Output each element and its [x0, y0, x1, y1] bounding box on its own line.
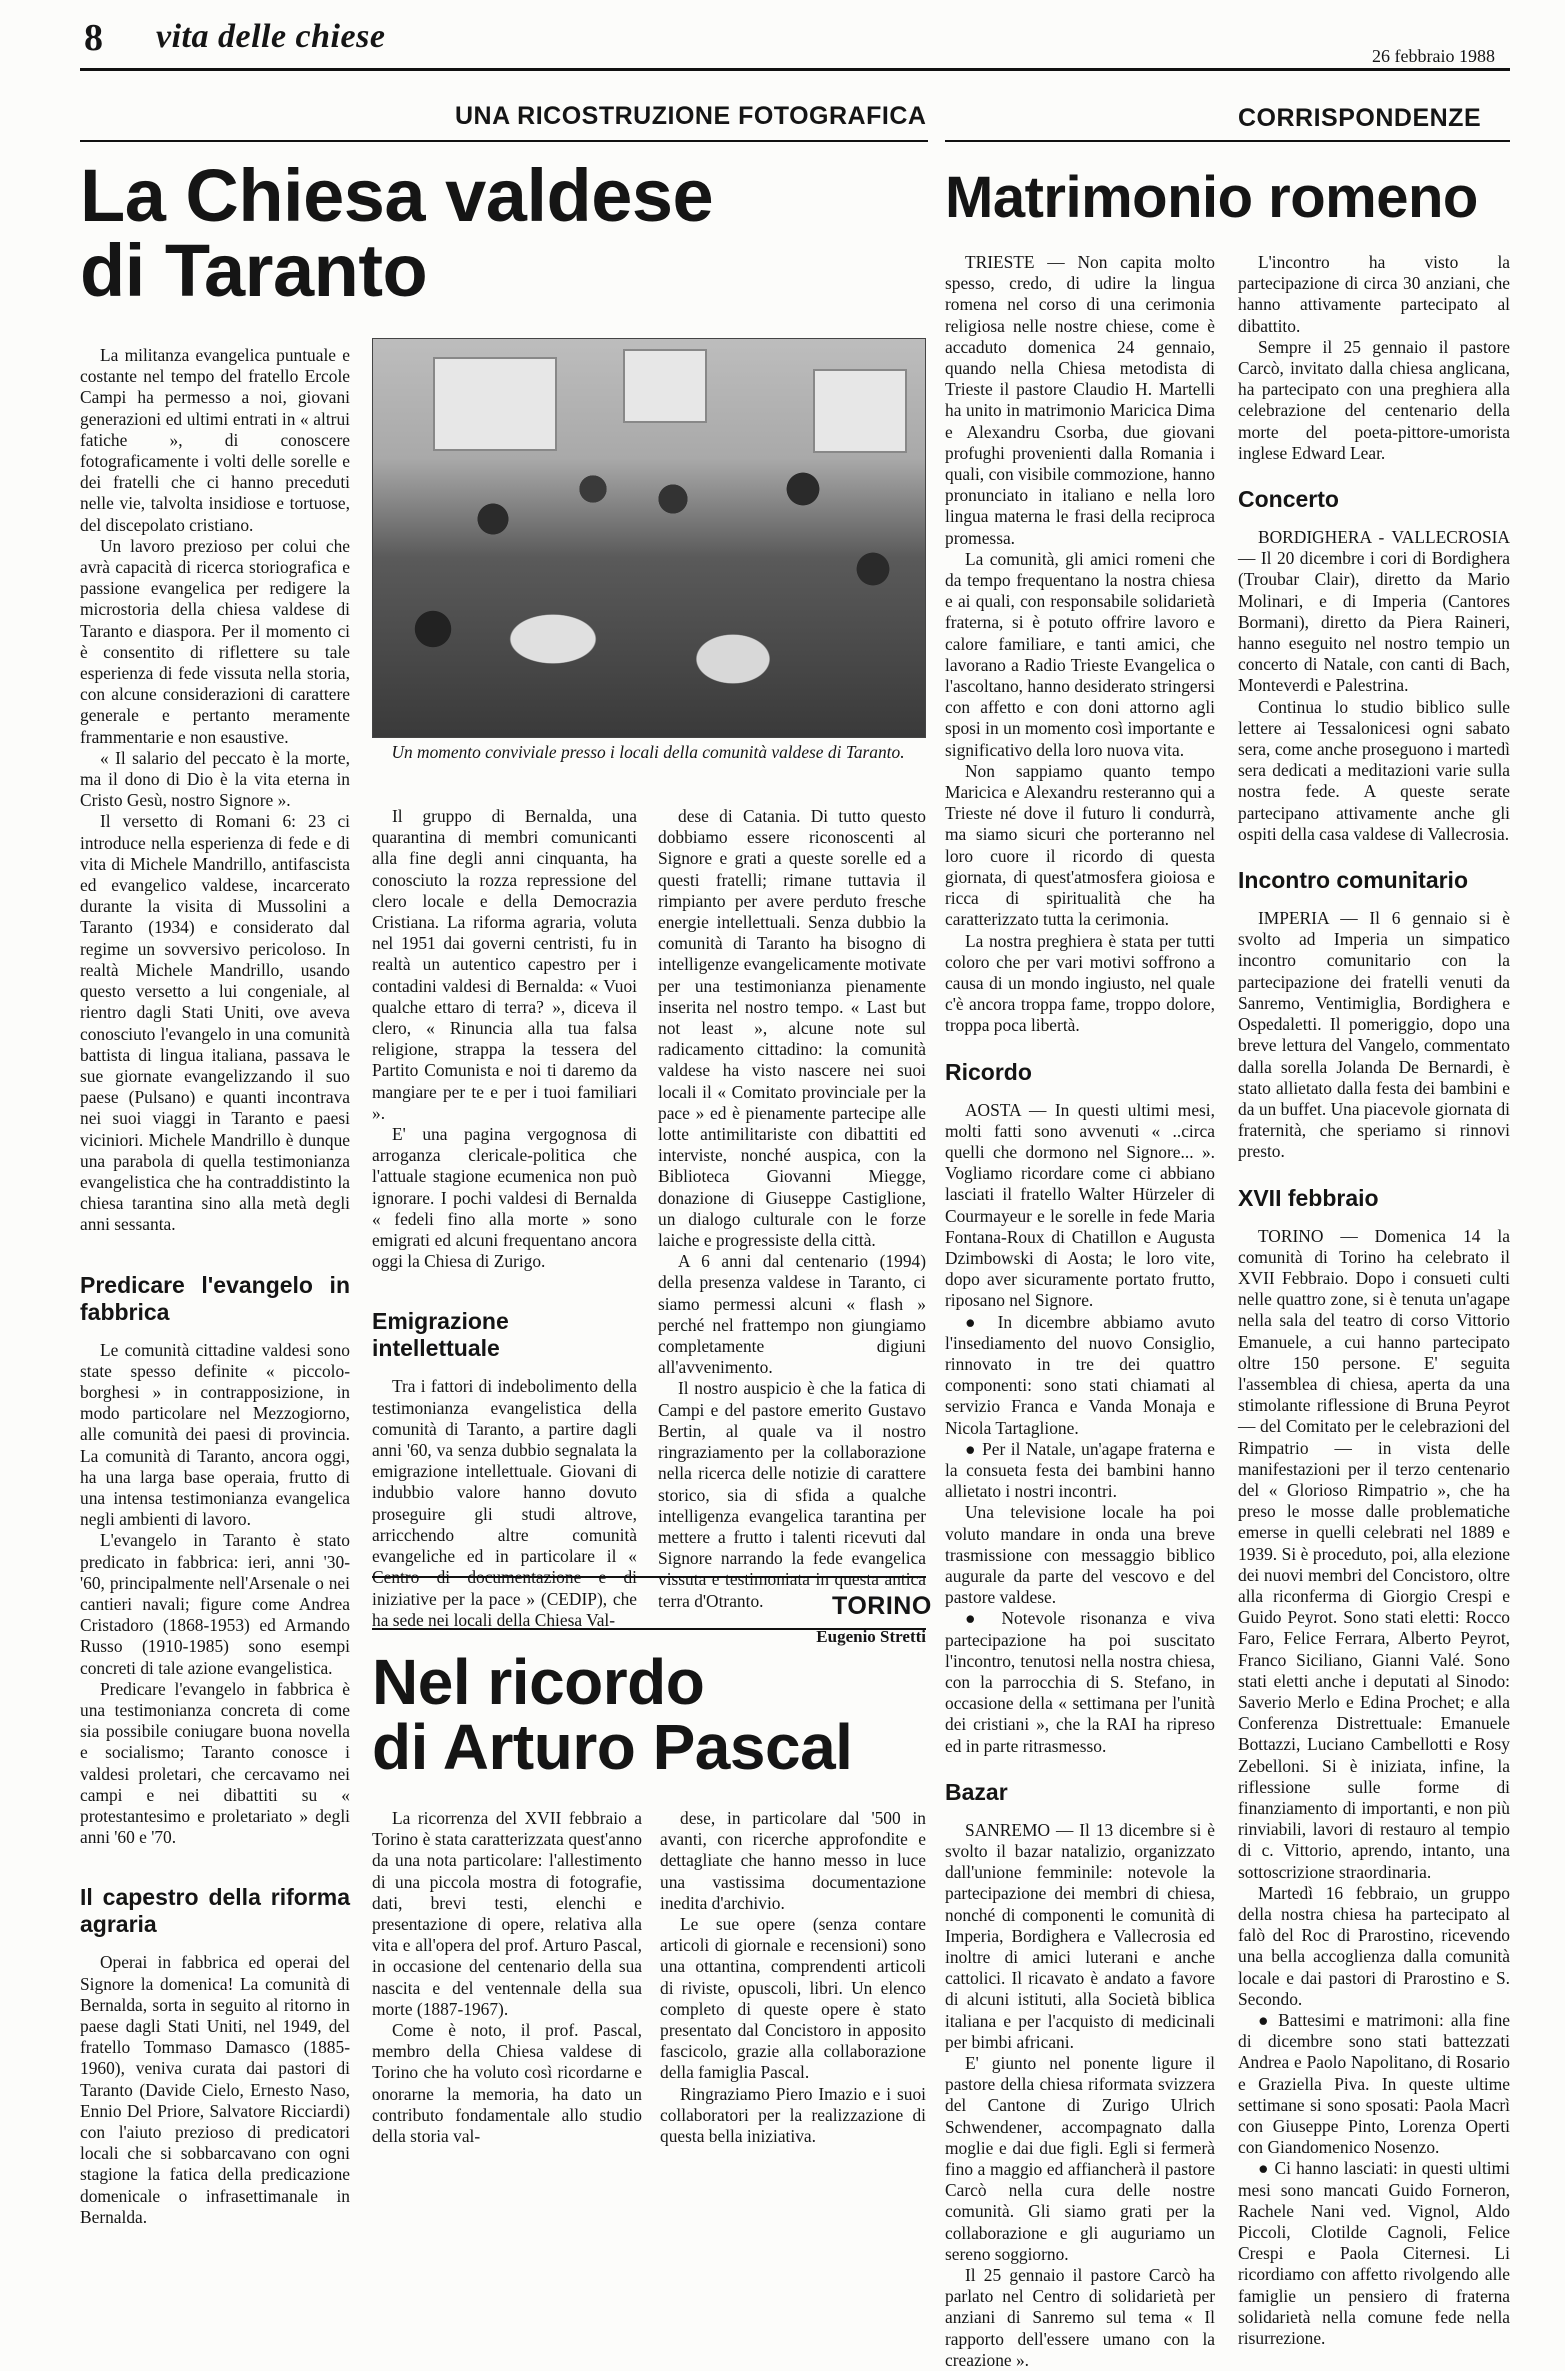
subhead-concerto: Concerto: [1238, 486, 1339, 513]
paragraph: ● Notevole risonanza e viva partecipazione ha poi suscitato l'incontro, tenutosi nella nostra chiesa, con la parrocchia di S. Stefano, in occasione della « settimana per l'unità dei cristiani », che la RAI ha ripreso ed in parte ritrasmesso.: [945, 1608, 1215, 1756]
issue-date: 26 febbraio 1988: [1372, 46, 1495, 66]
paragraph: Continua lo studio biblico sulle lettere ai Tessalonicesi ogni sabato sera, come anche proseguono i martedì sera dedicati a meditazioni varie sulla nostra fede. A queste serate partecipano attivamente anche gli ospiti della casa valdese di Vallecrosia.: [1238, 696, 1510, 844]
paragraph: Sempre il 25 gennaio il pastore Carcò, invitato dalla chiesa anglicana, ha partecipato con una preghiera alla celebrazione del centenario della morte del poeta-pittore-umorista inglese Edward Lear.: [1238, 336, 1510, 463]
paragraph: Il versetto di Romani 6: 23 ci introduce nella esperienza di fede e di vita di Michele Mandrillo, antifascista ed evangelico valdese, incarcerato durante la visita di Mussolini a Taranto (1934) e considerato dal regime un sovversivo pericoloso. In realtà Michele Mandrillo, usando questo versetto a lui congeniale, al rientro dagli Stati Uniti, ove aveva conosciuto l'evangelo in una comunità battista di lingua italiana, passava le sue giornate evangelizzando il suo paese (Pulsano) e quanti incontrava nei suoi viaggi in Taranto e paesi viciniori. Michele Mandrillo è dunque una parabola di quella testimonianza evangelistica che ha contraddistinto la chiesa tarantina sino alla metà degli anni sessanta.: [80, 811, 350, 1235]
torino-title-line-1: Nel ricordo: [372, 1646, 705, 1718]
page-header: [0, 0, 1565, 70]
torino-title: [372, 1646, 853, 1784]
torino-title-line-2: di Arturo Pascal: [372, 1711, 853, 1784]
photo-caption: Un momento conviviale presso i locali della comunità valdese di Taranto.: [391, 742, 905, 762]
paragraph: Martedì 16 febbraio, un gruppo della nostra chiesa ha partecipato al falò del Roc di Prarostino, ricevendo una bella accoglienza dalla comunità locale e dai pastori di Prarostino e S. Secondo.: [1238, 1882, 1510, 2009]
kicker-ricostruzione: UNA RICOSTRUZIONE FOTOGRAFICA: [455, 102, 927, 130]
masthead: vita delle chiese: [156, 18, 386, 55]
title-line-2: di Taranto: [80, 229, 428, 313]
paragraph: dese, in particolare dal '500 in avanti, con ricerche approfondite e dettagliate che hanno messo in luce una vastissima documentazione inedita d'archivio.: [660, 1808, 926, 1913]
paragraph: TRIESTE — Non capita molto spesso, credo, di udire la lingua romena nel corso di una cerimonia religiosa nelle nostre chiese, come è accaduto domenica 24 gennaio, quando nella Chiesa metodista di Trieste il pastore Claudio H. Martelli ha unito in matrimonio Maricica Dima e Alexandru Csorba, due giovani profughi provenienti dalla Romania i quali, con visibile commozione, hanno pronunciato in italiano e nella loro lingua materna le frasi della reciproca promessa.: [945, 252, 1215, 548]
paragraph: Tra i fattori di indebolimento della testimonianza evangelistica della comunità di Taranto, a partire dagli anni '60, va senza dubbio segnalata la emigrazione intellettuale. Giovani di indubbio valore hanno dovuto proseguire gli studi altrove, arricchendo altre comunità evangeliche ed in particolare il « Centro di documentazione e di iniziative per la pace » (CEDIP), che ha sede nei locali della Chiesa Val-: [372, 1376, 637, 1630]
paragraph: « Il salario del peccato è la morte, ma il dono di Dio è la vita eterna in Cristo Gesù, nostro Signore ».: [80, 747, 350, 811]
paragraph: L'evangelo in Taranto è stato predicato in fabbrica: ieri, anni '30-'60, principalmente nell'Arsenale o nei cantieri navali; figure come Andrea Cristadoro (1868-1953) ed Armando Russo (1910-1985) sono esempi concreti di tale azione evangelistica.: [80, 1530, 350, 1678]
paragraph: Il gruppo di Bernalda, una quarantina di membri comunicanti alla fine degli anni cinquanta, ha conosciuto la rozza repressione del clero locale e della Democrazia Cristiana. La riforma agraria, voluta nel 1951 dai governi centristi, fu in realtà un autentico capestro per i contadini valdesi di Bernalda: « Vuoi qualche ettaro di terra? », diceva il clero, « Rinuncia alla tua falsa religione, strappa la tessera del Partito Comunista e noi ti daremo da mangiare per te e per i tuoi familiari ».: [372, 806, 637, 1123]
paragraph: Non sappiamo quanto tempo Maricica e Alexandru resteranno qui a Trieste né dove il futuro li condurrà, ma siamo sicuri che porteranno nel loro cuore il ricordo di questa giornata, di quest'atmosfera gioiosa e ricca di spiritualità che ha caratterizzato tutta la cerimonia.: [945, 760, 1215, 930]
paragraph: TORINO — Domenica 14 la comunità di Torino ha celebrato il XVII Febbraio. Dopo i consueti culti nelle quattro zone, si è tenuta un'agape nella sala del teatro di corso Vittorio Emanuele, a cui hanno partecipato oltre 150 persone. E' seguita l'assemblea di chiesa, aperta da una stimolante riflessione di Bruna Peyrot — del Comitato per le celebrazioni del Rimpatrio — in vista delle manifestazioni per il terzo centenario del « Glorioso Rimpatrio », che ha preso le mosse dalle problematiche emerse in quelli celebrati nel 1889 e 1939. Si è proceduto, poi, alla elezione dei nuovi membri del Concistoro, oltre alla riconferma di Giorgio Crespi e Guido Peyrot. Sono stati eletti: Rocco Faro, Felice Ferrara, Alberto Peyrot, Franco Siciliano, Gianni Valé. Sono stati eletti anche i deputati al Sinodo: Saverio Merlo e Edina Prochet; e alla Conferenza Distrettuale: Emanuele Bottazzi, Luciano Cambellotti e Rosy Zebelloni. Si è iniziata, infine, la riflessione sulle forme di finanziamento di importanti, e non più rinviabili, lavori di restauro al tempio di c. Vittorio, aprendo, intanto, una sottoscrizione straordinaria.: [1238, 1225, 1510, 1882]
paragraph: ● In dicembre abbiamo avuto l'insediamento del nuovo Consiglio, rinnovato in tre dei quattro componenti: sono stati chiamati al servizio Franca e Vanda Monaja e Nicola Tartaglione.: [945, 1311, 1215, 1438]
left-column-1: [80, 345, 350, 2228]
torino-rule-2: [372, 1628, 926, 1630]
paragraph: La comunità, gli amici romeni che da tempo frequentano la nostra chiesa e ai quali, con responsabile solidarietà fraterna, si è potuto offrire lavoro e calore familiare, e tanti amici, che lavorano a Radio Trieste Evangelica o l'ascoltano, hanno desiderato stringersi con affetto e con doni attorno agli sposi in un momento così importante e significativo della loro nuova vita.: [945, 548, 1215, 760]
corrispondenze-rule: [945, 140, 1510, 142]
header-rule: [80, 68, 1510, 71]
paragraph: Un lavoro prezioso per colui che avrà capacità di ricerca storiografica e passione evangelica per redigere la microstoria della chiesa valdese di Taranto e diaspora. Per il momento ci è consentito di riflettere su tale esperienza di fede vissuta nella storia, con alcune considerazioni di carattere generale e pertanto meramente frammentarie e non esaustive.: [80, 535, 350, 747]
kicker-torino: TORINO: [832, 1592, 932, 1620]
paragraph: L'incontro ha visto la partecipazione di circa 30 anziani, che hanno attivamente partecipato al dibattito.: [1238, 252, 1510, 336]
paragraph: SANREMO — Il 13 dicembre si è svolto il bazar natalizio, organizzato dall'unione femminile: notevole la partecipazione dei membri di chiesa, nonché di componenti le comunità di Imperia, Bordighera e Vallecrosia ed inoltre di amici luterani e anche cattolici. Il ricavato è andato a favore di alcuni istituti, alla Società biblica italiana e per l'acquisto di medicinali per bimbi africani.: [945, 1819, 1215, 2052]
right-column-a: [945, 252, 1215, 2371]
torino-column-1: [372, 1808, 642, 2147]
paragraph: Il nostro auspicio è che la fatica di Campi e del pastore emerito Gustavo Bertin, al quale va il nostro ringraziamento per la collaborazione nella ricerca delle notizie di carattere storico, sia di sfida a qualche intelligenza evangelica tarantina per mettere a frutto i talenti ricevuti dal Signore narrando la fede evangelica vissuta e testimoniata in questa antica terra d'Otranto.: [658, 1378, 926, 1611]
subhead-ricordo: Ricordo: [945, 1058, 1032, 1085]
torino-column-2: [660, 1808, 926, 2147]
right-column-b: [1238, 252, 1510, 2349]
subhead-xvii-febbraio: XVII febbraio: [1238, 1184, 1379, 1211]
paragraph: AOSTA — In questi ultimi mesi, molti fatti sono avvenuti « ..circa quelli che dormono nel Signore... ». Vogliamo ricordare come ci abbiano lasciati il fratello Walter Hürzeler di Courmayeur e le sorelle in fede Maria Fontana-Roux di Chatillon e Augusta Dzimbowski di Aosta; le loro vite, dopo aver sicuramente portato frutto, riposano nel Signore.: [945, 1099, 1215, 1311]
paragraph: Le sue opere (senza contare articoli di giornale e recensioni) sono una ottantina, comprendenti articoli di riviste, opuscoli, libri. Un elenco completo di queste opere è stato presentato dal Concistoro in apposito fascicolo, grazie alla collaborazione della famiglia Pascal.: [660, 1914, 926, 2083]
paragraph: Una televisione locale ha poi voluto mandare in onda una breve trasmissione con messaggio biblico augurale da parte del vescovo e del pastore valdese.: [945, 1502, 1215, 1608]
article-title: [80, 154, 714, 313]
paragraph: La nostra preghiera è stata per tutti coloro che per vari motivi soffrono a causa di un mondo ingiusto, nel quale c'è ancora troppa fame, troppo dolore, troppa poca libertà.: [945, 930, 1215, 1036]
paragraph: E' giunto nel ponente ligure il pastore della chiesa riformata svizzera del Cantone di Zurigo Ulrich Schwendener, accompagnato dalla moglie e dai due figli. Egli si fermerà fino a maggio ed affiancherà il pastore Carcò nella cura delle nostre comunità. Gli siamo grati per la collaborazione e gli auguriamo un sereno soggiorno.: [945, 2053, 1215, 2264]
left-column-3: [658, 806, 926, 1647]
paragraph: La ricorrenza del XVII febbraio a Torino è stata caratterizzata quest'anno da una nota particolare: l'allestimento di una piccola mostra di fotografie, dati, brevi testi, elenchi e presentazione di opere, relativa alla vita e all'opera del prof. Arturo Pascal, in occasione del centenario della sua nascita e del ventennale della sua morte (1887-1967).: [372, 1808, 642, 2019]
subhead-capestro: Il capestro della riforma agraria: [80, 1884, 350, 1938]
paragraph: IMPERIA — Il 6 gennaio si è svolto ad Imperia un simpatico incontro comunitario con la partecipazione dei fratelli venuti da Sanremo, Ventimiglia, Bordighera e Ospedaletti. Il pomeriggio, dopo una breve lettura del Vangelo, commentato dalla sorella Jolanda De Bernardi, è stato allietato dalla festa dei bambini e da un buffet. Una piacevole giornata di fraternità, che speriamo si rinnovi presto.: [1238, 908, 1510, 1162]
paragraph: La militanza evangelica puntuale e costante nel tempo del fratello Ercole Campi ha permesso a noi, giovani generazioni ed ultimi entrati in « altrui fatiche », di conoscere fotograficamente i volti delle sorelle e dei fratelli che ci hanno preceduti nelle vie, talvolta insidiose e tortuose, del discepolato cristiano.: [80, 345, 350, 535]
paragraph: Il 25 gennaio il pastore Carcò ha parlato nel Centro di solidarietà per anziani di Sanremo sul tema « Il rapporto dell'essere umano con la creazione ».: [945, 2265, 1215, 2370]
paragraph: Operai in fabbrica ed operai del Signore la domenica! La comunità di Bernalda, sorta in seguito al ritorno in paese dagli Stati Uniti, nel 1949, del fratello Tommaso Damasco (1885-1960), veniva curata dai pastori di Taranto (Davide Cielo, Ernesto Naso, Ennio Del Priore, Salvatore Ricciardi) con l'aiuto prezioso di predicatori locali che si sobbarcavano con ogni stagione la fatica della predicazione domenicale o infrasettimanale in Bernalda.: [80, 1952, 350, 2227]
kicker-rule: [80, 140, 928, 142]
matrimonio-title: Matrimonio romeno: [945, 165, 1478, 230]
paragraph: Le comunità cittadine valdesi sono state spesso definite « piccolo-borghesi » in contrapposizione, in modo particolare nel Mezzogiorno, alle comunità dei paesi di provincia. La comunità di Taranto, ancora oggi, ha una larga base operaia, frutto di una intensa testimonianza evangelica negli ambienti di lavoro.: [80, 1339, 350, 1530]
kicker-corrispondenze: CORRISPONDENZE: [1238, 104, 1482, 132]
article-photo: [372, 338, 926, 738]
subhead-emigrazione: Emigrazione intellettuale: [372, 1308, 509, 1362]
subhead-bazar: Bazar: [945, 1778, 1008, 1805]
paragraph: Predicare l'evangelo in fabbrica è una testimonianza concreta di come sia possibile coniugare buona novella e socialismo; Taranto conosce i valdesi proletari, che cercavamo nei campi e nei dibattiti su « protestantesimo e proletariato » degli anni '60 e '70.: [80, 1678, 350, 1848]
paragraph: ● Per il Natale, un'agape fraterna e la consueta festa dei bambini hanno allietato i nostri incontri.: [945, 1438, 1215, 1502]
paragraph: ● Battesimi e matrimoni: alla fine di dicembre sono stati battezzati Andrea e Paolo Napolitano, di Rosario e Graziella Piva. In queste ultime settimane si sono sposati: Paola Macrì con Giuseppe Pinto, Lorenza Operti con Giandomenico Nosenzo.: [1238, 2010, 1510, 2158]
left-column-2: [372, 806, 637, 1631]
torino-rule: [372, 1576, 926, 1578]
paragraph: E' una pagina vergognosa di arroganza clericale-politica che l'attuale stagione ecumenica non può ignorare. I pochi valdesi di Bernalda « fedeli fino alla morte » sono emigrati ed alcuni frequentano ancora oggi la Chiesa di Zurigo.: [372, 1124, 637, 1272]
paragraph: Ringraziamo Piero Imazio e i suoi collaboratori per la realizzazione di questa bella iniziativa.: [660, 2083, 926, 2147]
subhead-fabbrica: Predicare l'evangelo in fabbrica: [80, 1271, 350, 1325]
paragraph: ● Ci hanno lasciati: in questi ultimi mesi sono mancati Guido Forneron, Rachele Nani ved. Vignol, Aldo Piccoli, Clotilde Cagnoli, Felice Crespi e Paola Citernesi. Li ricordiamo con affetto rivolgendo alle famiglie un pensiero di fraterna solidarietà nella comune fede nella risurrezione.: [1238, 2158, 1510, 2349]
paragraph: dese di Catania. Di tutto questo dobbiamo essere riconoscenti al Signore e grati a queste sorelle ed a questi fratelli; rimane tuttavia il rimpianto per avere perduto fresche energie intellettuali. Senza dubbio la comunità di Taranto ha bisogno di intelligenze evangelicamente motivate per una testimonianza pienamente inserita nel nostro tempo. « Last but not least », alcune note sul radicamento cittadino: la comunità valdese ha visto nascere nei suoi locali il « Comitato provinciale per la pace » ed è pienamente partecipe alle lotte antimilitariste con dibattiti ed interviste, nonché auspica, con la Biblioteca Giovanni Miegge, donazione di Giuseppe Castiglione, un dialogo culturale con le forze laiche e progressiste della città.: [658, 806, 926, 1251]
page-number: 8: [84, 17, 103, 59]
author-signature: Eugenio Stretti: [816, 1626, 926, 1646]
subhead-incontro: Incontro comunitario: [1238, 867, 1468, 894]
paragraph: A 6 anni dal centenario (1994) della presenza valdese in Taranto, ci siamo permessi alcuni « flash » perché nel frattempo non giungiamo completamente digiuni all'avvenimento.: [658, 1251, 926, 1378]
paragraph: BORDIGHERA - VALLECROSIA — Il 20 dicembre i cori di Bordighera (Troubar Clair), diretto da Mario Molinari, e di Imperia (Cantores Bormani), diretto da Piera Raineri, hanno eseguito nel nostro tempio un concerto di Natale, con canti di Bach, Monteverdi e Palestrina.: [1238, 527, 1510, 696]
title-line-1: La Chiesa valdese: [80, 154, 714, 237]
paragraph: Come è noto, il prof. Pascal, membro della Chiesa valdese di Torino che ha voluto così ricordarne e onorarne la memoria, ha dato un contributo fondamentale allo studio della storia val-: [372, 2020, 642, 2147]
